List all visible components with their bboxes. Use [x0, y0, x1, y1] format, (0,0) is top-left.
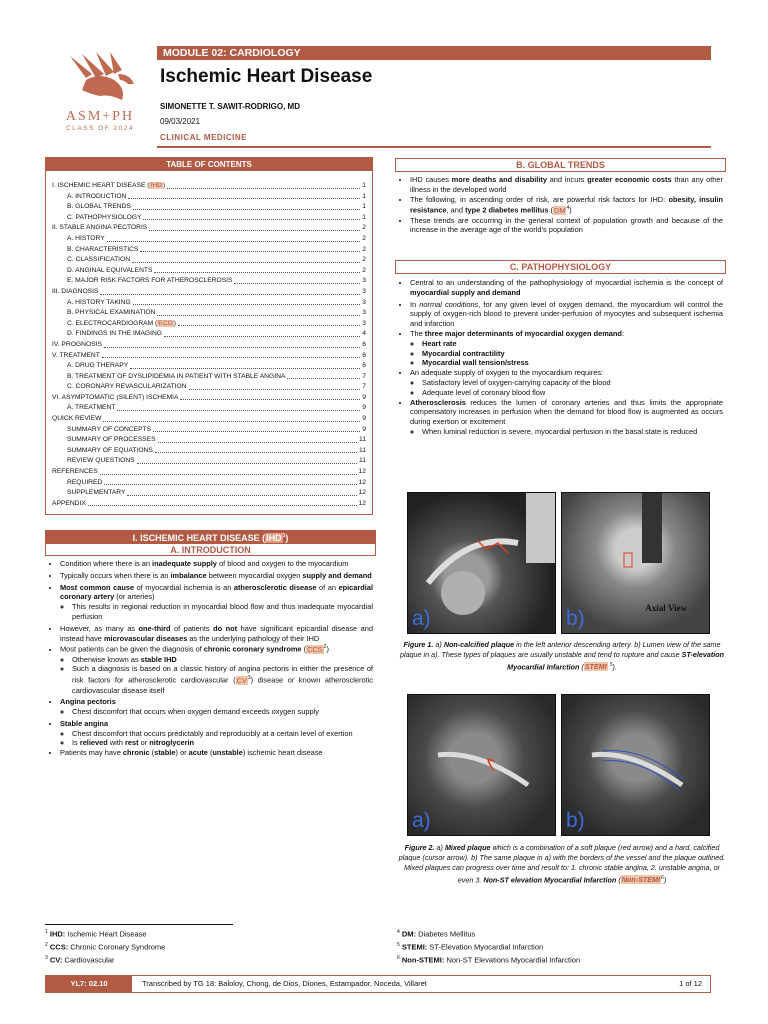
toc-leader-dots [234, 276, 360, 284]
toc-leader-dots [287, 372, 360, 380]
toc-leader-dots [157, 308, 360, 316]
toc-leader-dots [155, 446, 357, 454]
section-ihd-header: I. ISCHEMIC HEART DISEASE (IHD$^1$) [45, 530, 376, 543]
footnote: $^1$ IHD: Ischemic Heart Disease [45, 929, 147, 939]
toc-leader-dots [104, 478, 356, 486]
footer-transcribed: Transcribed by TG 18: Baloloy, Chong, de Dios, Diones, Estampador, Noceda, Villaret [142, 979, 427, 988]
toc-entry-page: 12 [358, 489, 366, 497]
toc-entry-page: 2 [362, 245, 366, 253]
figure2-image-b: b) [561, 694, 710, 836]
toc-entry[interactable] [52, 361, 366, 372]
toc-entry[interactable] [52, 234, 366, 245]
toc-entry-label: D. ANGINAL EQUIVALENTS [67, 266, 153, 274]
toc-entry-page: 7 [362, 372, 366, 380]
figure1-image-b: b) Axial View [561, 492, 710, 634]
toc-entry-label: REVIEW QUESTIONS [67, 457, 135, 465]
footnote: $^4$ DM: Diabetes Mellitus [397, 929, 476, 939]
toc-entry-label: A. INTRODUCTION [67, 192, 127, 200]
toc-entry-page: 6 [362, 340, 366, 348]
toc-entry-page: 1 [362, 182, 366, 189]
toc-entry-page: 1 [362, 203, 366, 211]
svg-text:ASM+PH: ASM+PH [65, 109, 135, 124]
toc-entry-page: 12 [358, 499, 366, 507]
global-trends-text: • IHD causes more deaths and disability and incurs greater economic costs than any other illness in the developed world • The following, in ascending order of risk, are powerful risk factors for IHD: obesity, insulin resistance, and type 2 diabetes mellitus $(DM^4)$ • These trends are occurring in the general context of population growth and because of the increase in the average age of the world’s population [397, 175, 723, 235]
toc-entry-page: 9 [362, 404, 366, 412]
toc-entry-label: B. TREATMENT OF DYSLIPIDEMIA IN PATIENT WITH STABLE ANGINA [67, 372, 286, 380]
toc-leader-dots [103, 414, 360, 422]
toc-entry-label: SUPPLEMENTARY [67, 489, 126, 497]
toc-leader-dots [137, 456, 357, 464]
toc-entry-page: 1 [362, 192, 366, 200]
toc-entry-page: 3 [362, 309, 366, 317]
toc-leader-dots [143, 213, 360, 221]
toc-leader-dots [154, 266, 360, 274]
toc-entry-label: A. TREATMENT [67, 404, 116, 412]
toc-entry[interactable] [52, 456, 366, 467]
toc-leader-dots [88, 499, 357, 507]
toc-entry-label: V. TREATMENT [52, 351, 100, 359]
toc-leader-dots [130, 361, 360, 369]
toc-leader-dots [117, 403, 360, 411]
toc-entry-label: C. PATHOPHYSIOLOGY [67, 213, 142, 221]
subject: CLINICAL MEDICINE [160, 133, 248, 142]
toc-leader-dots [102, 351, 360, 359]
asmph-logo [52, 44, 148, 148]
page-footer [45, 975, 711, 993]
toc-entry[interactable] [52, 488, 366, 499]
toc-entry-label: E. MAJOR RISK FACTORS FOR ATHEROSCLEROSIS [67, 277, 233, 285]
toc-leader-dots [158, 435, 357, 443]
section-pathophysiology-header: C. PATHOPHYSIOLOGY [395, 260, 726, 274]
toc-entry[interactable] [52, 181, 366, 192]
toc-entry[interactable] [52, 467, 366, 478]
toc-entry[interactable] [52, 478, 366, 489]
pathophysiology-text: • Central to an understanding of the pathophysiology of myocardial ischemia is the concept of myocardial supply and demand • In normal conditions, for any given level of oxygen demand, the myocardium will control the supply of oxygen-rich blood to prevent under-perfusion of myocytes and subsequent ischemia and infarction • The three major determinants of myocardial oxygen demand: ◦ Heart rate ◦ Myocardial contractility ◦ Myocardial wall tension/stress • An adequate supply of oxygen to the myocardium requires: ◦ Satisfactory level of oxygen-carrying capacity of the blood ◦ Adequate level of coronary blood flow • Atherosclerosis reduces the lumen of coronary arteries and thus limits the appropriate compensatory increases in perfusion when the demand for blood flow is augmented as occurs during exertion or excitement ◦ When luminal reduction is severe, myocardial perfusion in the basal state is reduced [397, 278, 723, 437]
toc-entry[interactable] [52, 393, 366, 404]
author: SIMONETTE T. SAWIT-RODRIGO, MD [160, 102, 300, 111]
toc-entry-page: 11 [359, 436, 366, 444]
toc-entry-label: D. FINDINGS IN THE IMAGING [67, 330, 162, 338]
footer-page-number: 1 of 12 [679, 979, 702, 988]
toc-entry-page: 1 [362, 213, 366, 221]
toc-leader-dots [189, 382, 361, 390]
toc-leader-dots [164, 329, 360, 337]
figure2-caption: Figure 2. a) Mixed plaque which is a combination of a soft plaque (red arrow) and a hard, calcified plaque (cursor arrow). b) The same plaque in a) with the borders of the vessel and the plaque outlined. Mixed plaques can progress over time and result to: 1. chronic stable angina, 2. unstable angina, or even 3. Non-ST elevation Myocardial Infarction (Non-STEMI$^6$) [398, 843, 726, 885]
toc-entry-page: 3 [362, 298, 366, 306]
toc-title: TABLE OF CONTENTS [46, 158, 372, 171]
toc-entry-label: B. CHARACTERISTICS [67, 245, 139, 253]
section-introduction-header: A. INTRODUCTION [45, 543, 376, 556]
toc-leader-dots [127, 488, 356, 496]
footnote: $^3$ CV: Cardiovascular [45, 955, 115, 965]
toc-entry-label: B. PHYSICAL EXAMINATION [67, 309, 156, 317]
toc-entry[interactable] [52, 414, 366, 425]
toc-entry[interactable] [52, 329, 366, 340]
toc-entry[interactable] [52, 255, 366, 266]
toc-entry[interactable] [52, 446, 366, 457]
footnotes-left [45, 927, 375, 966]
toc-entry[interactable] [52, 319, 366, 330]
toc-entry-label: C. ELECTROCARDIOGRAM (ECG) [67, 319, 177, 327]
toc-entry-label: A. HISTORY [67, 234, 105, 242]
toc-entry-page: 2 [362, 224, 366, 232]
toc-entry-page: 4 [362, 330, 366, 338]
toc-entry-label: C. CLASSIFICATION [67, 256, 131, 264]
section-global-trends-header: B. GLOBAL TRENDS [395, 158, 726, 172]
toc-leader-dots [104, 340, 360, 348]
toc-leader-dots [149, 223, 360, 231]
toc-entry-page: 11 [359, 457, 366, 465]
toc-entry-page: 2 [362, 234, 366, 242]
toc-entry[interactable] [52, 223, 366, 234]
footer-code: YL7: 02.10 [46, 976, 132, 992]
toc-entry-page: 6 [362, 362, 366, 370]
toc-entry[interactable] [52, 351, 366, 362]
toc-entry-label: REFERENCES [52, 468, 98, 476]
toc-entry-page: 3 [362, 319, 366, 327]
figure2-image-a: a) [407, 694, 556, 836]
toc-entry-page: 12 [358, 478, 366, 486]
toc-entry-label: SUMMARY OF CONCEPTS [67, 425, 152, 433]
toc-entry-page: 3 [362, 277, 366, 285]
toc-entry-label: II. STABLE ANGINA PECTORIS [52, 224, 148, 232]
module-bar: MODULE 02: CARDIOLOGY [157, 46, 711, 60]
toc-entry-label: A. DRUG THERAPY [67, 362, 129, 370]
toc-entry-label: B. GLOBAL TRENDS [67, 203, 131, 211]
toc-leader-dots [180, 393, 360, 401]
toc-entry[interactable] [52, 308, 366, 319]
toc-entry[interactable] [52, 435, 366, 446]
toc-entry-label: I. ISCHEMIC HEART DISEASE (IHD) [52, 182, 166, 189]
toc-leader-dots [100, 467, 357, 475]
toc-leader-dots [133, 298, 361, 306]
toc-entry-page: 9 [362, 425, 366, 433]
toc-entry-label: SUMMARY OF EQUATIONS [67, 446, 153, 454]
toc-leader-dots [132, 255, 360, 263]
toc-entry-label: REQUIRED [67, 478, 103, 486]
page-title: Ischemic Heart Disease [160, 66, 373, 87]
toc-entry-label: IV. PROGNOSIS [52, 340, 102, 348]
toc-entry[interactable] [52, 213, 366, 224]
toc-entry-label: APPENDIX [52, 499, 86, 507]
toc-leader-dots [100, 287, 360, 295]
toc-leader-dots [133, 202, 360, 210]
toc-entry[interactable] [52, 499, 366, 510]
toc-list [46, 171, 372, 509]
footnote: $^6$ Non-STEMI: Non-ST Elevations Myocardial Infarction [397, 955, 581, 965]
toc-entry[interactable] [52, 382, 366, 393]
figure1-caption: Figure 1. a) Non-calcified plaque in the left anterior descending artery. b) Lumen view of the same plaque in a). These types of plaques are usually unstable and tend to rupture and cause ST-elevation Myocardial Infarction (STEMI $^5$). [399, 640, 725, 672]
toc-entry[interactable] [52, 266, 366, 277]
table-of-contents [45, 157, 373, 515]
toc-entry-page: 9 [362, 393, 366, 401]
toc-leader-dots [153, 425, 360, 433]
toc-entry-label: QUICK REVIEW [52, 415, 102, 423]
toc-entry-page: 11 [359, 446, 366, 454]
footnote-divider [45, 924, 233, 925]
toc-entry-page: 12 [358, 468, 366, 476]
toc-entry-page: 3 [362, 287, 366, 295]
toc-leader-dots [167, 181, 360, 189]
footnote: $^5$ STEMI: ST-Elevation Myocardial Infarction [397, 942, 544, 952]
toc-entry-page: 7 [362, 383, 366, 391]
svg-text:CLASS OF 2024: CLASS OF 2024 [66, 125, 134, 132]
toc-leader-dots [178, 319, 360, 327]
toc-entry[interactable] [52, 245, 366, 256]
toc-entry-label: C. CORONARY REVASCULARIZATION [67, 383, 187, 391]
toc-leader-dots [128, 192, 360, 200]
footnotes-right [397, 927, 727, 966]
toc-entry[interactable] [52, 202, 366, 213]
header-divider [157, 146, 711, 148]
toc-entry-label: III. DIAGNOSIS [52, 287, 99, 295]
toc-entry[interactable] [52, 298, 366, 309]
figure1-image-a: a) [407, 492, 556, 634]
toc-leader-dots [140, 245, 360, 253]
toc-entry-page: 6 [362, 351, 366, 359]
toc-entry[interactable] [52, 276, 366, 287]
toc-entry-page: 2 [362, 266, 366, 274]
toc-entry-label: A. HISTORY TAKING [67, 298, 131, 306]
toc-entry-label: SUMMARY OF PROCESSES [67, 436, 156, 444]
toc-entry[interactable] [52, 287, 366, 298]
toc-entry[interactable] [52, 372, 366, 383]
toc-entry[interactable] [52, 425, 366, 436]
toc-entry[interactable] [52, 403, 366, 414]
toc-entry-page: 9 [362, 415, 366, 423]
toc-entry[interactable] [52, 192, 366, 203]
toc-leader-dots [107, 234, 361, 242]
toc-entry-label: VI. ASYMPTOMATIC (SILENT) ISCHEMIA [52, 393, 179, 401]
toc-entry-page: 2 [362, 256, 366, 264]
footnote: $^2$ CCS: Chronic Coronary Syndrome [45, 942, 166, 952]
introduction-text: • Condition where there is an inadequate supply of blood and oxygen to the myocardium • Typically occurs when there is an imbalance between myocardial oxygen supply and demand • Most common cause of myocardial ischemia is an atherosclerotic disease of an epicardial coronary artery (or arteries) ◦ This results in regional reduction in myocardial blood flow and thus inadequate myocardial perfusion • However, as many as one-third of patients do not have significant epicardial disease and instead have microvascular diseases as the underlying pathology of their IHD • Most patients can be given the diagnosis of chronic coronary syndrome (CCS$^2$) ◦ Otherwise known as stable IHD ◦ Such a diagnosis is based on a classic history of angina pectoris in either the presence of risk factors for atherosclerotic cardiovascular $(CV^3)$ disease or known atherosclerotic cardiovascular disease itself • Angina pectoris ◦ Chest discomfort that occurs when oxygen demand exceeds oxygen supply • Stable angina ◦ Chest discomfort that occurs predictably and reproducibly at a certain level of exertion ◦ Is relieved with rest or nitroglycerin • Patients may have chronic (stable) or acute (unstable) ischemic heart disease [47, 559, 373, 758]
date: 09/03/2021 [160, 117, 201, 126]
toc-entry[interactable] [52, 340, 366, 351]
